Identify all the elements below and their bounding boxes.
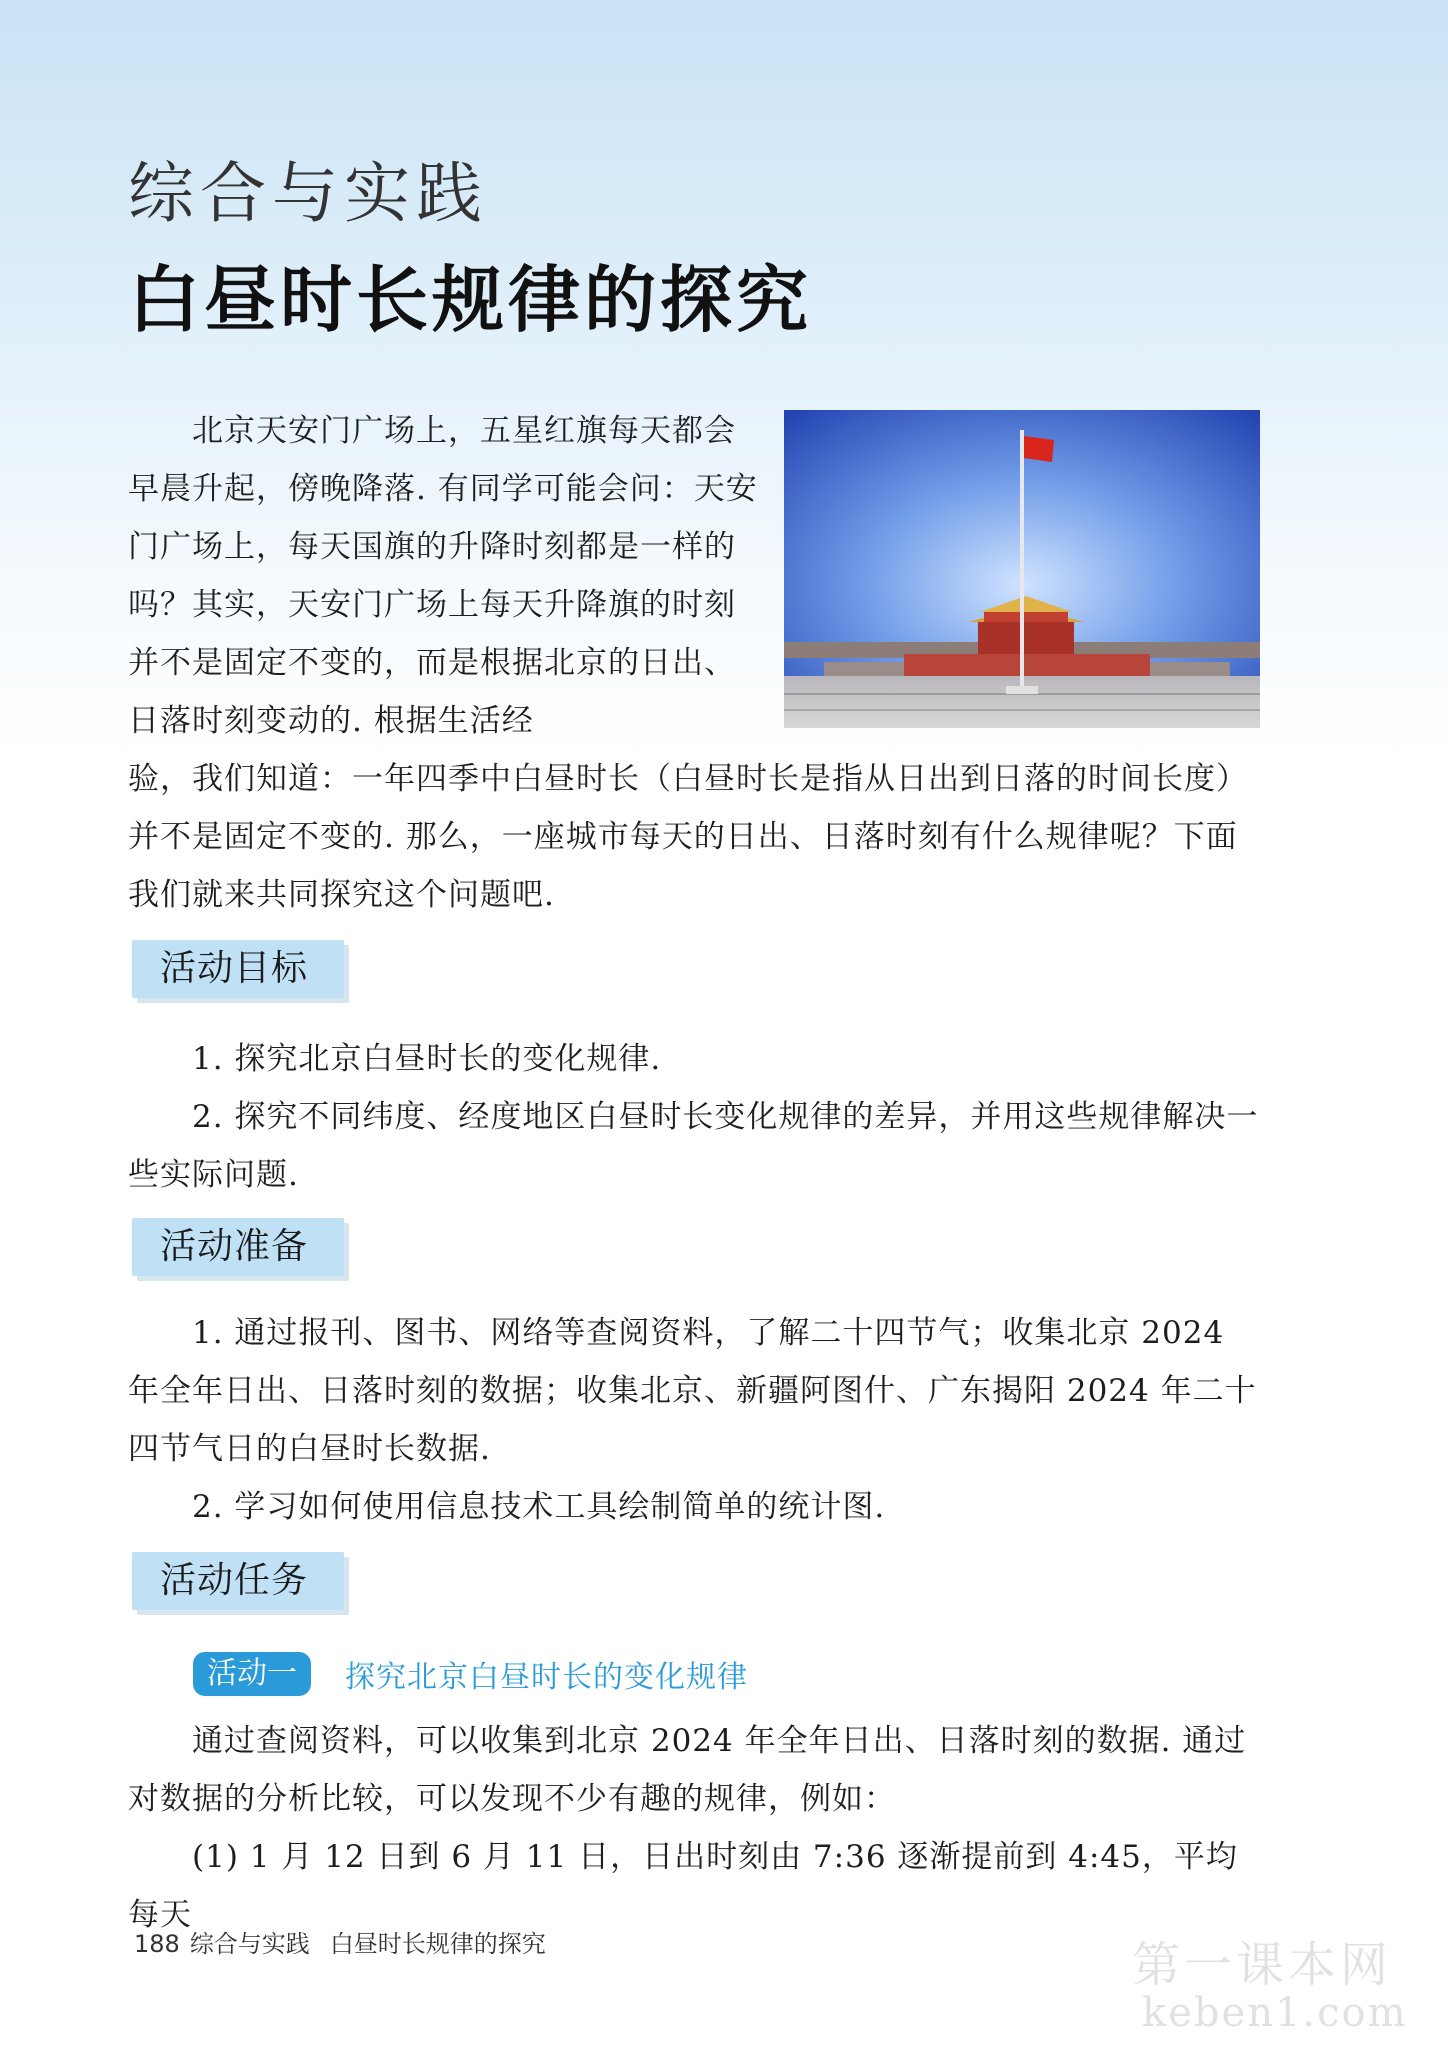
page-footer [134,1924,546,1959]
watermark-url: keben1.com [1142,1990,1408,2036]
activity-label-badge: 活动一 [193,1652,311,1696]
activity-paragraph: 通过查阅资料，可以收集到北京 2024 年全年日出、日落时刻的数据. 通过对数据的分析比较，可以发现不少有趣的规律，例如： [128,1723,1247,1817]
prep-item-2: 2. 学习如何使用信息技术工具绘制简单的统计图. [192,1489,886,1525]
footer-section: 综合与实践 [189,1930,310,1958]
title-line-1: 综合与实践 [128,155,488,232]
intro-paragraph-continued: 验，我们知道：一年四季中白昼时长（白昼时长是指从日出到日落的时间长度）并不是固定不变的. 那么，一座城市每天的日出、日落时刻有什么规律呢？下面我们就来共同探究这个问题吧. [128,761,1248,913]
footer-topic: 白昼时长规律的探究 [329,1930,546,1958]
prep-item-1: 1. 通过报刊、图书、网络等查阅资料，了解二十四节气；收集北京 2024 年全年日出、日落时刻的数据；收集北京、新疆阿图什、广东揭阳 2024 年二十四节气日的白昼时长数据. [128,1315,1257,1467]
activity-one-header [193,1652,748,1696]
goal-item-1: 1. 探究北京白昼时长的变化规律. [192,1041,662,1077]
intro-text-beside-photo: 北京天安门广场上，五星红旗每天都会早晨升起，傍晚降落. 有同学可能会问：天安门广场上，每天国旗的升降时刻都是一样的吗？其实，天安门广场上每天升降旗的时刻并不是固定不变的，而是根据北京的日出、日落时刻变动的. 根据生活经 [128,413,758,739]
goal-item-2: 2. 探究不同纬度、经度地区白昼时长变化规律的差异，并用这些规律解决一些实际问题. [128,1099,1259,1193]
watermark-site-name: 第一课本网 [1132,1937,1393,1993]
activity-item-1: (1) 1 月 12 日到 6 月 11 日，日出时刻由 7:36 逐渐提前到 4:45，平均每天 [128,1839,1238,1933]
section-heading-prep: 活动准备 [132,1218,344,1276]
page-title: 白昼时长规律的探究 [128,258,813,342]
page-number: 188 [134,1930,180,1958]
activity-title: 探究北京白昼时长的变化规律 [345,1660,748,1695]
section-heading-goals: 活动目标 [132,940,344,998]
tiananmen-flag-photo [784,410,1260,728]
section-heading-tasks: 活动任务 [132,1552,344,1610]
